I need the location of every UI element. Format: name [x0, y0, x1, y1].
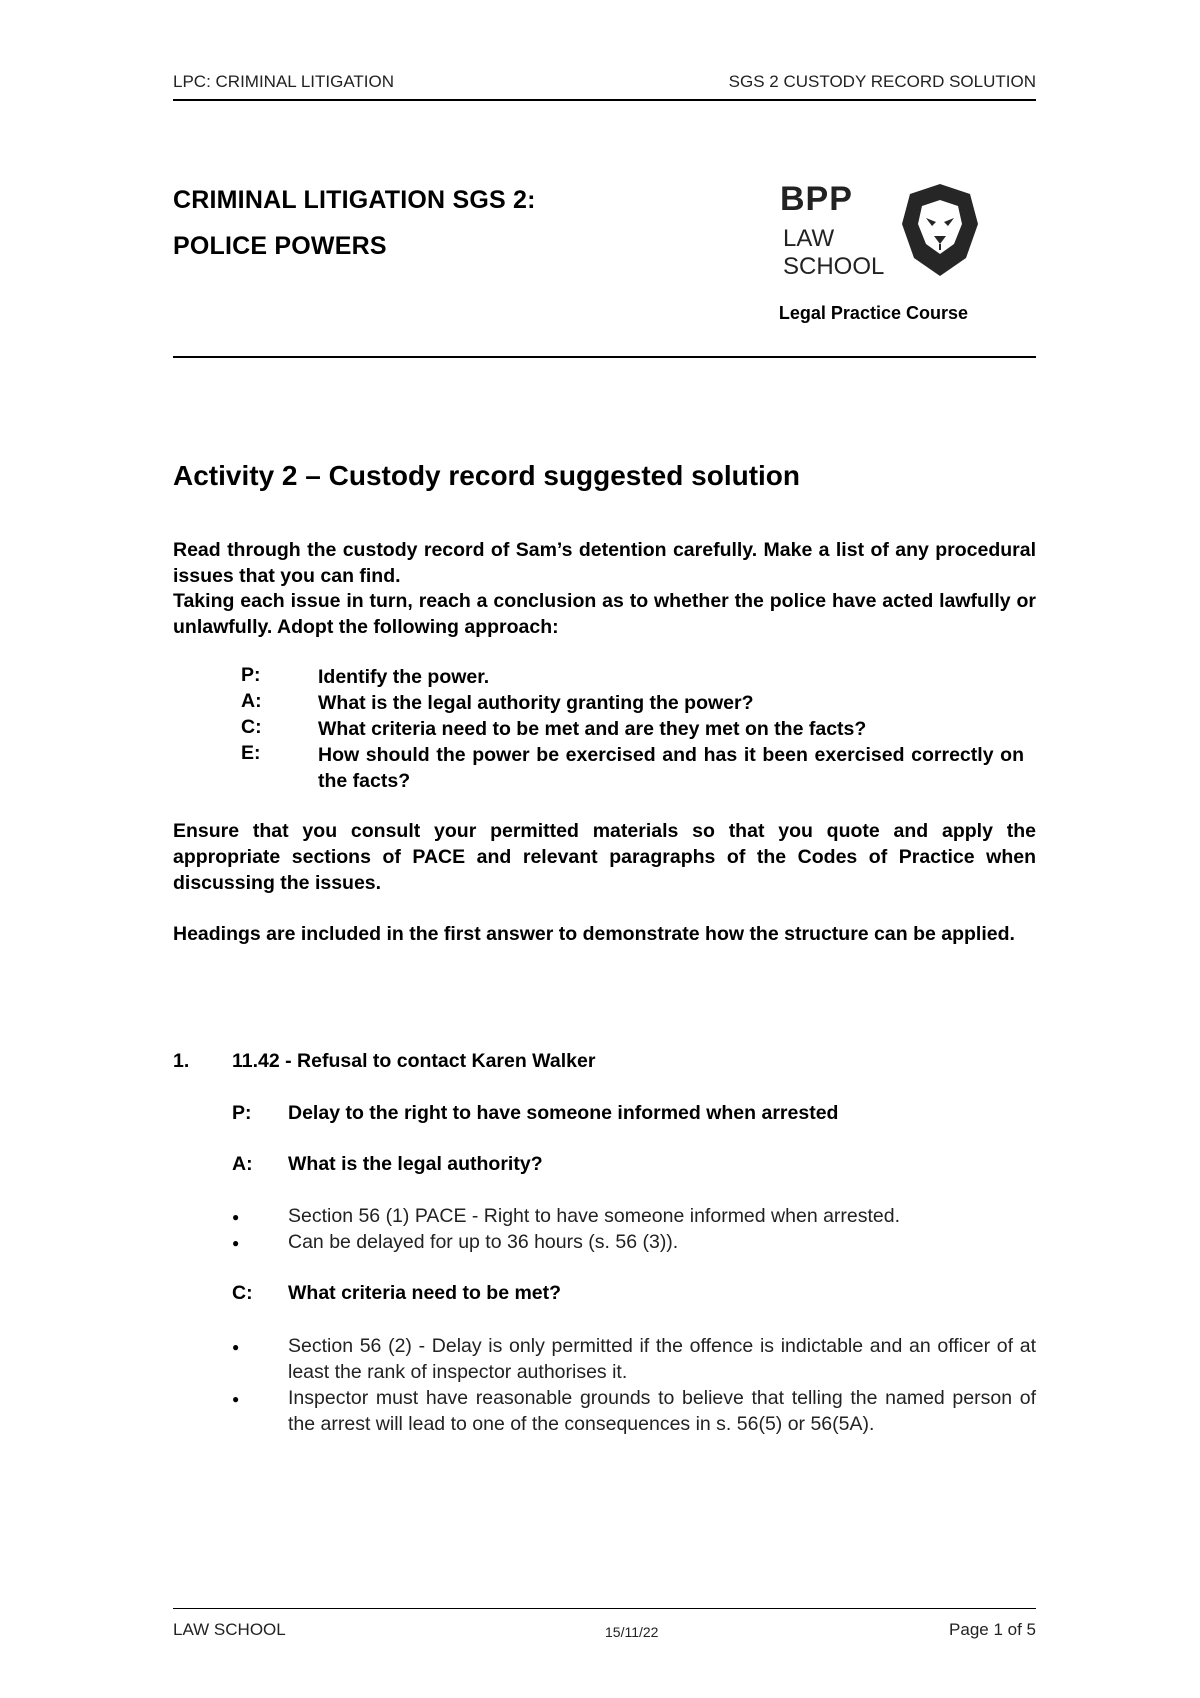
headings-note: Headings are included in the first answer to demonstrate how the structure can be applied.	[173, 923, 1015, 945]
issue-p-heading: Delay to the right to have someone informed when arrested	[288, 1102, 839, 1124]
bullet-icon: ●	[232, 1236, 240, 1250]
c-bullet-2: Inspector must have reasonable grounds to believe that telling the named person of the arrest will lead to one of the consequences in s. 56(5) or 56(5A).	[288, 1387, 1036, 1435]
document-title-line1: CRIMINAL LITIGATION SGS 2:	[173, 186, 536, 214]
bullet-icon: ●	[232, 1210, 240, 1224]
pace-item-p: Identify the power.	[318, 666, 490, 688]
issue-c-key: C:	[232, 1282, 253, 1304]
issue-a-heading: What is the legal authority?	[288, 1153, 543, 1175]
a-bullet-2: Can be delayed for up to 36 hours (s. 56 (3)).	[288, 1231, 679, 1253]
footer-date: 15/11/22	[605, 1624, 659, 1640]
pace-key-e: E:	[241, 742, 261, 764]
running-header-left: LPC: CRIMINAL LITIGATION	[173, 72, 395, 91]
bullet-icon: ●	[232, 1392, 240, 1406]
footer-left: LAW SCHOOL	[173, 1620, 286, 1639]
issue-p-key: P:	[232, 1102, 252, 1124]
issue-a-key: A:	[232, 1153, 253, 1175]
pace-key-c: C:	[241, 716, 262, 738]
c-bullet-1: Section 56 (2) - Delay is only permitted if the offence is indictable and an officer of at least the rank of inspector authorises it.	[288, 1335, 1036, 1383]
issue-title: 11.42 - Refusal to contact Karen Walker	[232, 1050, 596, 1072]
header-rule	[173, 99, 1036, 101]
logo-text-law: LAW	[783, 225, 835, 252]
pace-key-p: P:	[241, 664, 261, 686]
issue-c-heading: What criteria need to be met?	[288, 1282, 562, 1304]
footer-rule	[173, 1608, 1036, 1609]
bpp-logo	[780, 180, 853, 219]
a-bullet-1: Section 56 (1) PACE - Right to have someone informed when arrested.	[288, 1205, 901, 1227]
ensure-paragraph: Ensure that you consult your permitted materials so that you quote and apply the appropriate sections of PACE and relevant paragraphs of the Codes of Practice when discussing the issues.	[173, 820, 1036, 894]
logo-text-school: SCHOOL	[783, 253, 885, 280]
bullet-icon: ●	[232, 1340, 240, 1354]
pace-item-c: What criteria need to be met and are they met on the facts?	[318, 718, 867, 740]
pace-key-a: A:	[241, 690, 262, 712]
issue-number: 1.	[173, 1050, 190, 1072]
page-number: Page 1 of 5	[949, 1620, 1036, 1639]
running-header-right: SGS 2 CUSTODY RECORD SOLUTION	[728, 72, 1036, 91]
course-name: Legal Practice Course	[778, 303, 968, 323]
document-title-line2: POLICE POWERS	[173, 232, 387, 260]
intro-paragraph-2: Taking each issue in turn, reach a conclusion as to whether the police have acted lawfully or unlawfully. Adopt the following approach:	[173, 590, 1036, 638]
lion-head-icon	[900, 182, 980, 278]
pace-item-a: What is the legal authority granting the power?	[318, 692, 754, 714]
title-rule	[173, 356, 1036, 358]
activity-heading: Activity 2 – Custody record suggested solution	[173, 460, 801, 491]
logo-wordmark: BPP	[780, 180, 853, 218]
intro-paragraph-1: Read through the custody record of Sam’s detention carefully. Make a list of any procedural issues that you can find.	[173, 539, 1036, 587]
pace-item-e: How should the power be exercised and has it been exercised correctly on the facts?	[318, 744, 1024, 792]
